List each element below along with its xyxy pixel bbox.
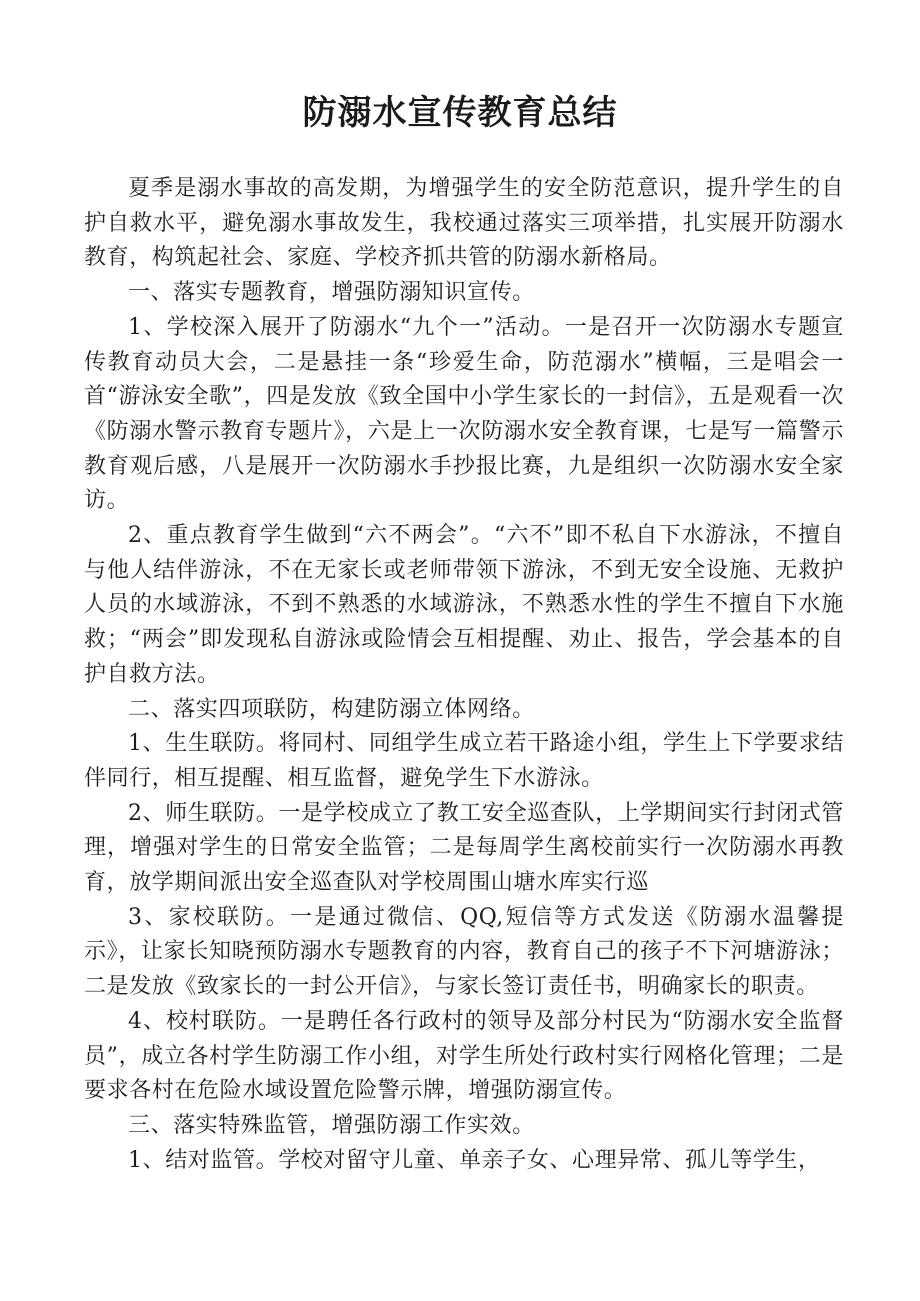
paragraph-home-school-joint-defense: 3、家校联防。一是通过微信、QQ,短信等方式发送《防溺水温馨提示》，让家长知晓预防溺水专题教育的内容，教育自己的孩子不下河塘游泳；二是发放《致家长的一封公开信》，与家长签订责任书，明确家长的职责。 xyxy=(84,904,844,1000)
paragraph-school-village-joint-defense: 4、校村联防。一是聘任各行政村的领导及部分村民为“防溺水安全监督员”，成立各村学生防溺工作小组，对学生所处行政村实行网格化管理；二是要求各村在危险水域设置危险警示牌，增强防溺宣传。 xyxy=(84,1008,844,1104)
paragraph-teacher-student-joint-defense: 2、师生联防。一是学校成立了教工安全巡查队，上学期间实行封闭式管理，增强对学生的日常安全监管；二是每周学生离校前实行一次防溺水再教育，放学期间派出安全巡查队对学校周围山塘水库实行巡 xyxy=(84,800,844,896)
paragraph-student-joint-defense: 1、生生联防。将同村、同组学生成立若干路途小组，学生上下学要求结伴同行，相互提醒、相互监督，避免学生下水游泳。 xyxy=(84,731,844,791)
document-body xyxy=(84,172,844,1178)
document-title: 防溺水宣传教育总结 xyxy=(302,93,618,133)
section-heading-3: 三、落实特殊监管，增强防溺工作实效。 xyxy=(128,1112,535,1138)
section-heading-2: 二、落实四项联防，构建防溺立体网络。 xyxy=(128,696,535,722)
paragraph-paired-supervision: 1、结对监管。学校对留守儿童、单亲子女、心理异常、孤儿等学生， xyxy=(128,1147,821,1173)
paragraph-intro: 夏季是溺水事故的高发期，为增强学生的安全防范意识，提升学生的自护自救水平，避免溺水事故发生，我校通过落实三项举措，扎实展开防溺水教育，构筑起社会、家庭、学校齐抓共管的防溺水新格局。 xyxy=(84,176,844,271)
section-heading-1: 一、落实专题教育，增强防溺知识宣传。 xyxy=(128,280,535,306)
paragraph-nine-activities: 1、学校深入展开了防溺水“九个一”活动。一是召开一次防溺水专题宣传教育动员大会，二是悬挂一条“珍爱生命，防范溺水”横幅，三是唱会一首“游泳安全歌”，四是发放《致全国中小学生家长的一封信》，五是观看一次《防溺水警示教育专题片》，六是上一次防溺水安全教育课，七是写一篇警示教育观后感，八是展开一次防溺水手抄报比赛，九是组织一次防溺水安全家访。 xyxy=(84,314,844,514)
paragraph-six-no-two-can: 2、重点教育学生做到“六不两会”。“六不”即不私自下水游泳，不擅自与他人结伴游泳，不在无家长或老师带领下游泳，不到无安全设施、无救护人员的水域游泳，不到不熟悉的水域游泳，不熟悉水性的学生不擅自下水施救；“两会”即发现私自游泳或险情会互相提醒、劝止、报告，学会基本的自护自救方法。 xyxy=(84,523,844,687)
